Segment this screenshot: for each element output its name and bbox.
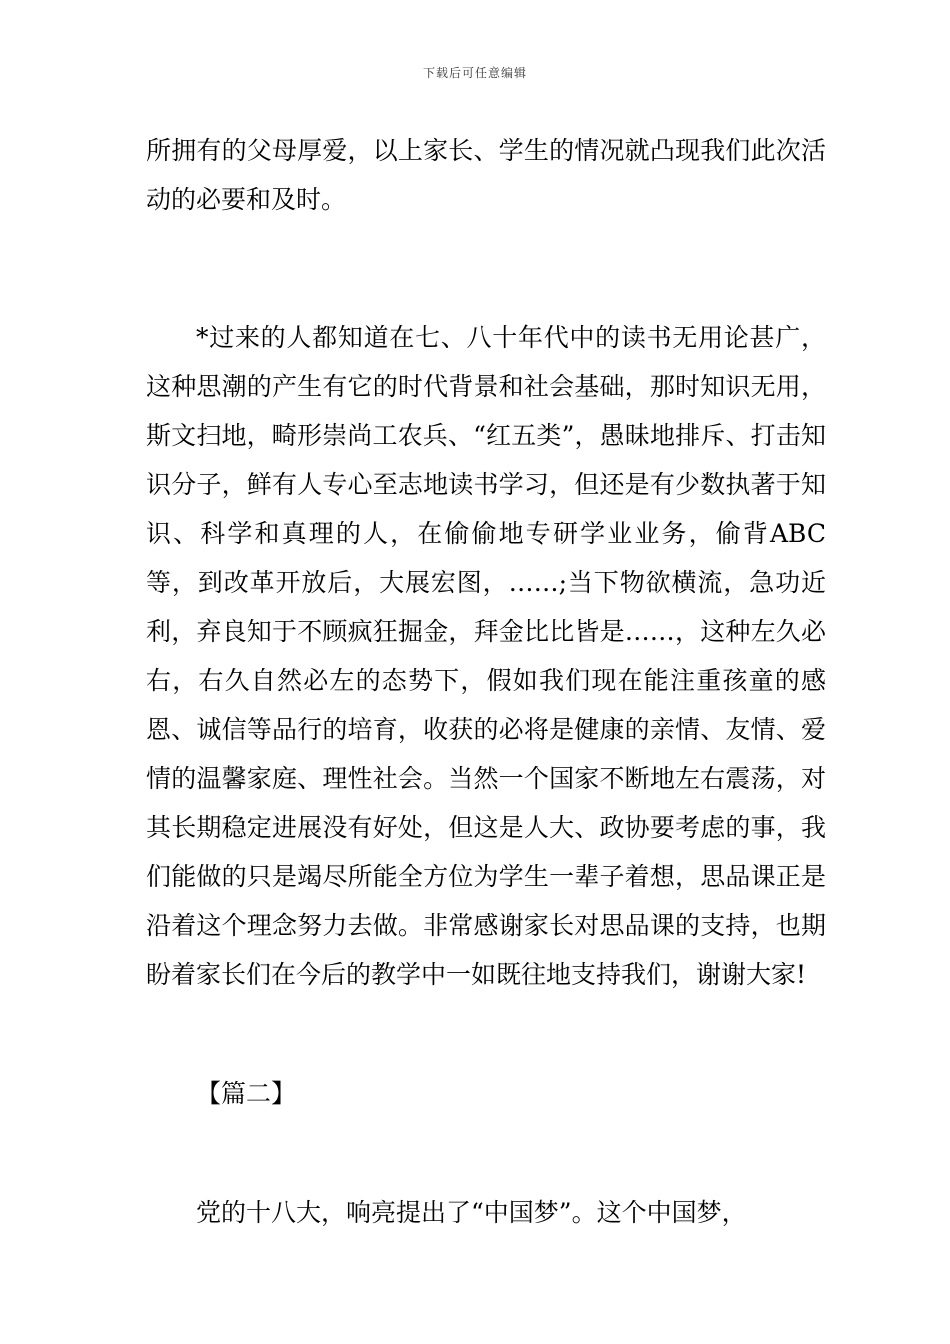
paragraph-section-two-start: 党的十八大，响亮提出了“中国梦”。这个中国梦，	[196, 1198, 747, 1227]
document-body	[146, 126, 826, 1237]
page-header-note: 下载后可任意编辑	[422, 66, 527, 80]
paragraph-continuation: 所拥有的父母厚爱，以上家长、学生的情况就凸现我们此次活动的必要和及时。	[146, 136, 826, 214]
section-heading: 【篇二】	[196, 1079, 297, 1108]
paragraph-main: *过来的人都知道在七、八十年代中的读书无用论甚广，这种思潮的产生有它的时代背景和社会基础，那时知识无用，斯文扫地，畸形崇尚工农兵、“红五类”，愚昧地排斥、打击知识分子，鲜有人专心至志地读书学习，但还是有少数执著于知识、科学和真理的人，在偷偷地专研学业业务，偷背ABC等，到改革开放后，大展宏图，……;当下物欲横流，急功近利，弃良知于不顾疯狂掘金，拜金比比皆是……，这种左久必右，右久自然必左的态势下，假如我们现在能注重孩童的感恩、诚信等品行的培育，收获的必将是健康的亲情、友情、爱情的温馨家庭、理性社会。当然一个国家不断地左右震荡，对其长期稳定进展没有好处，但这是人大、政协要考虑的事，我们能做的只是竭尽所能全方位为学生一辈子着想，思品课正是沿着这个理念努力去做。非常感谢家长对思品课的支持，也期盼着家长们在今后的教学中一如既往地支持我们，谢谢大家!	[146, 323, 826, 989]
